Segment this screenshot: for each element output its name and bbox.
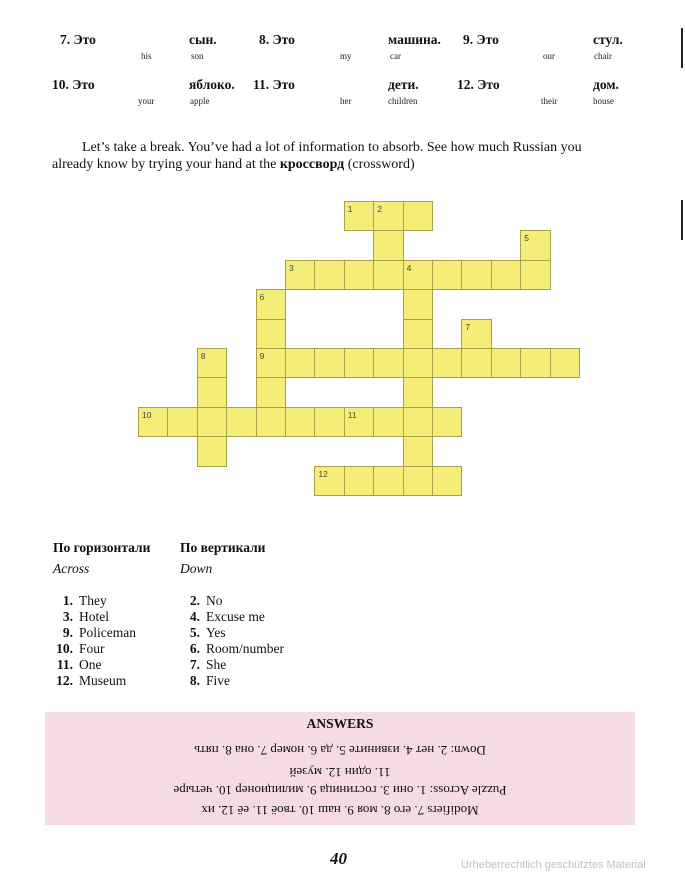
crossword-cell[interactable]: [403, 407, 433, 437]
crossword-cell[interactable]: [373, 466, 403, 496]
crossword-cell[interactable]: [373, 201, 403, 231]
gloss-children: children: [388, 96, 418, 106]
down-clue: [180, 593, 284, 609]
exercise-12-word: дом.: [593, 77, 619, 92]
crossword-cell[interactable]: [373, 348, 403, 378]
crossword-clue-number: 4: [406, 262, 412, 273]
crossword-clue-number: 10: [142, 409, 152, 420]
exercise-number: 7.: [60, 32, 71, 47]
gloss-apple: apple: [190, 96, 210, 106]
crossword-cell[interactable]: [403, 466, 433, 496]
clue-number: 5.: [189, 625, 200, 640]
gloss-his: his: [141, 51, 152, 61]
crossword-cell[interactable]: [197, 348, 227, 378]
crossword-clue-number: 5: [524, 233, 529, 244]
across-clue: [53, 673, 150, 689]
crossword-cell[interactable]: [256, 407, 286, 437]
clue-text: They: [79, 593, 107, 608]
clue-text: Four: [79, 641, 105, 656]
crossword-cell[interactable]: [285, 348, 315, 378]
down-heading: По вертикали: [180, 540, 266, 555]
answers-across-cont: 11. один 12. музей: [289, 765, 391, 780]
clue-number: 7.: [189, 657, 200, 672]
clue-number: 3.: [62, 609, 73, 624]
clue-text: She: [206, 657, 227, 672]
clue-text: Hotel: [79, 609, 109, 624]
crossword-cell[interactable]: [403, 436, 433, 466]
crossword-cell[interactable]: [197, 377, 227, 407]
answers-title: ANSWERS: [306, 716, 374, 731]
gloss-chair: chair: [594, 51, 612, 61]
crossword-clue-number: 1: [347, 204, 353, 214]
page-edge-mark: [681, 200, 683, 240]
crossword-cell[interactable]: [314, 407, 344, 437]
exercise-9-word: стул.: [593, 32, 623, 47]
down-clue: [180, 641, 284, 657]
clue-number: 1.: [62, 593, 73, 608]
crossword-cell[interactable]: [432, 466, 462, 496]
gloss-my: my: [340, 51, 352, 61]
down-clue: [180, 609, 284, 625]
down-clue: [180, 673, 284, 689]
across-clue: [53, 657, 150, 673]
crossword-cell[interactable]: [197, 436, 227, 466]
crossword-cell[interactable]: [197, 407, 227, 437]
crossword-cell[interactable]: [520, 348, 550, 378]
gloss-car: car: [390, 51, 401, 61]
crossword-cell[interactable]: [138, 407, 168, 437]
crossword-cell[interactable]: [373, 260, 403, 290]
crossword-cell[interactable]: [432, 407, 462, 437]
crossword-cell[interactable]: [432, 260, 462, 290]
clue-number: 12.: [56, 673, 73, 688]
crossword-cell[interactable]: [167, 407, 197, 437]
crossword-cell[interactable]: [550, 348, 580, 378]
crossword-cell[interactable]: [314, 348, 344, 378]
answers-box: [45, 712, 635, 825]
crossword-cell[interactable]: [344, 348, 374, 378]
gloss-their: their: [541, 96, 558, 106]
crossword-cell[interactable]: [403, 260, 433, 290]
across-clues: [53, 540, 150, 689]
clue-number: 9.: [62, 625, 73, 640]
crossword-clue-number: 9: [259, 351, 265, 361]
crossword-cell[interactable]: [256, 289, 286, 319]
clue-number: 2.: [189, 593, 200, 608]
clue-number: 6.: [189, 641, 200, 656]
crossword-clue-number: 8: [200, 351, 206, 361]
clue-number: 4.: [189, 609, 200, 624]
clue-text: Room/number: [206, 641, 284, 656]
clue-text: Excuse me: [206, 609, 265, 624]
answers-modifiers: Modifiers 7. его 8. моя 9. наш 10. твоё 11. её 12. их: [201, 803, 479, 818]
exercise-11-word: дети.: [388, 77, 419, 92]
across-subheading: Across: [53, 561, 90, 576]
gloss-your: your: [138, 96, 155, 106]
page-edge-mark: [681, 28, 683, 68]
clue-number: 10.: [56, 641, 73, 656]
exercise-9: 9. Это: [463, 32, 499, 47]
down-subheading: Down: [180, 561, 213, 576]
across-clue: [53, 593, 150, 609]
watermark: Urheberrechtlich geschütztes Material: [461, 859, 646, 871]
crossword-cell[interactable]: [285, 260, 315, 290]
crossword-cell[interactable]: [403, 289, 433, 319]
crossword-cell[interactable]: [344, 407, 374, 437]
clue-text: Yes: [206, 625, 226, 640]
exercise-10-word: яблоко.: [189, 77, 235, 92]
crossword-cell[interactable]: [403, 377, 433, 407]
answers-down: Down: 2. нет 4. извините 5. да 6. номер 7. она 8. пять: [194, 743, 486, 758]
crossword-cell[interactable]: [403, 201, 433, 231]
crossword-cell[interactable]: [403, 319, 433, 349]
clue-text: One: [79, 657, 102, 672]
crossword-cell[interactable]: [344, 466, 374, 496]
down-clue: [180, 625, 284, 641]
across-clue: [53, 625, 150, 641]
clue-text: No: [206, 593, 223, 608]
crossword-cell[interactable]: [461, 348, 491, 378]
exercise-12: 12. Это: [457, 77, 500, 92]
answers-across: Puzzle Across: 1. они 3. гостиница 9. милиционер 10. четыре: [173, 783, 507, 798]
crossword-cell[interactable]: [520, 260, 550, 290]
gloss-house: house: [593, 96, 614, 106]
crossword-cell[interactable]: [256, 348, 286, 378]
crossword-clue-number: 11: [347, 409, 357, 420]
gloss-son: son: [191, 51, 204, 61]
crossword-cell[interactable]: [491, 348, 521, 378]
crossword-cell[interactable]: [373, 230, 403, 260]
down-clues: [180, 540, 284, 689]
crossword-cell[interactable]: [256, 377, 286, 407]
clue-text: Five: [206, 673, 231, 688]
exercise-8: 8. Это: [259, 32, 295, 47]
crossword-cell[interactable]: [256, 319, 286, 349]
crossword-cell[interactable]: [314, 466, 344, 496]
exercise-11: 11. Это: [253, 77, 295, 92]
exercise-pre: Это: [73, 32, 96, 47]
crossword-cell[interactable]: [373, 407, 403, 437]
exercise-8-word: машина.: [388, 32, 441, 47]
crossword-clue-number: 6: [259, 292, 265, 303]
intro-paragraph: Let’s take a break. You’ve had a lot of information to absorb. See how much Russian you already know by trying your hand at the кроссворд (crossword): [52, 140, 582, 172]
crossword-cell[interactable]: [403, 348, 433, 378]
clue-number: 11.: [56, 657, 73, 672]
crossword-clue-number: 7: [465, 321, 471, 332]
crossword-cell[interactable]: [461, 319, 491, 349]
crossword-cell[interactable]: [491, 260, 521, 290]
crossword-word: кроссворд: [279, 157, 345, 172]
crossword-cell[interactable]: [344, 201, 374, 231]
crossword-cell[interactable]: [285, 407, 315, 437]
clue-number: 8.: [189, 673, 200, 688]
gloss-our: our: [543, 51, 555, 61]
crossword-cell[interactable]: [432, 348, 462, 378]
across-clue: [53, 641, 150, 657]
crossword-cell[interactable]: [520, 230, 550, 260]
crossword-cell[interactable]: [344, 260, 374, 290]
exercise-7-word: сын.: [189, 32, 217, 47]
clue-text: Museum: [79, 673, 127, 688]
crossword-clue-number: 12: [318, 468, 328, 479]
crossword-cell[interactable]: [226, 407, 256, 437]
down-clue: [180, 657, 284, 673]
crossword-cell[interactable]: [461, 260, 491, 290]
page-number: 40: [330, 849, 347, 868]
exercise-10: 10. Это: [52, 77, 95, 92]
crossword-cell[interactable]: [314, 260, 344, 290]
across-heading: По горизонтали: [53, 540, 151, 555]
crossword-clue-number: 3: [289, 262, 294, 273]
clue-text: Policeman: [79, 625, 136, 640]
gloss-her: her: [340, 96, 352, 106]
crossword-clue-number: 2: [377, 204, 382, 214]
across-clue: [53, 609, 150, 625]
answers-upside-down: [45, 736, 635, 822]
